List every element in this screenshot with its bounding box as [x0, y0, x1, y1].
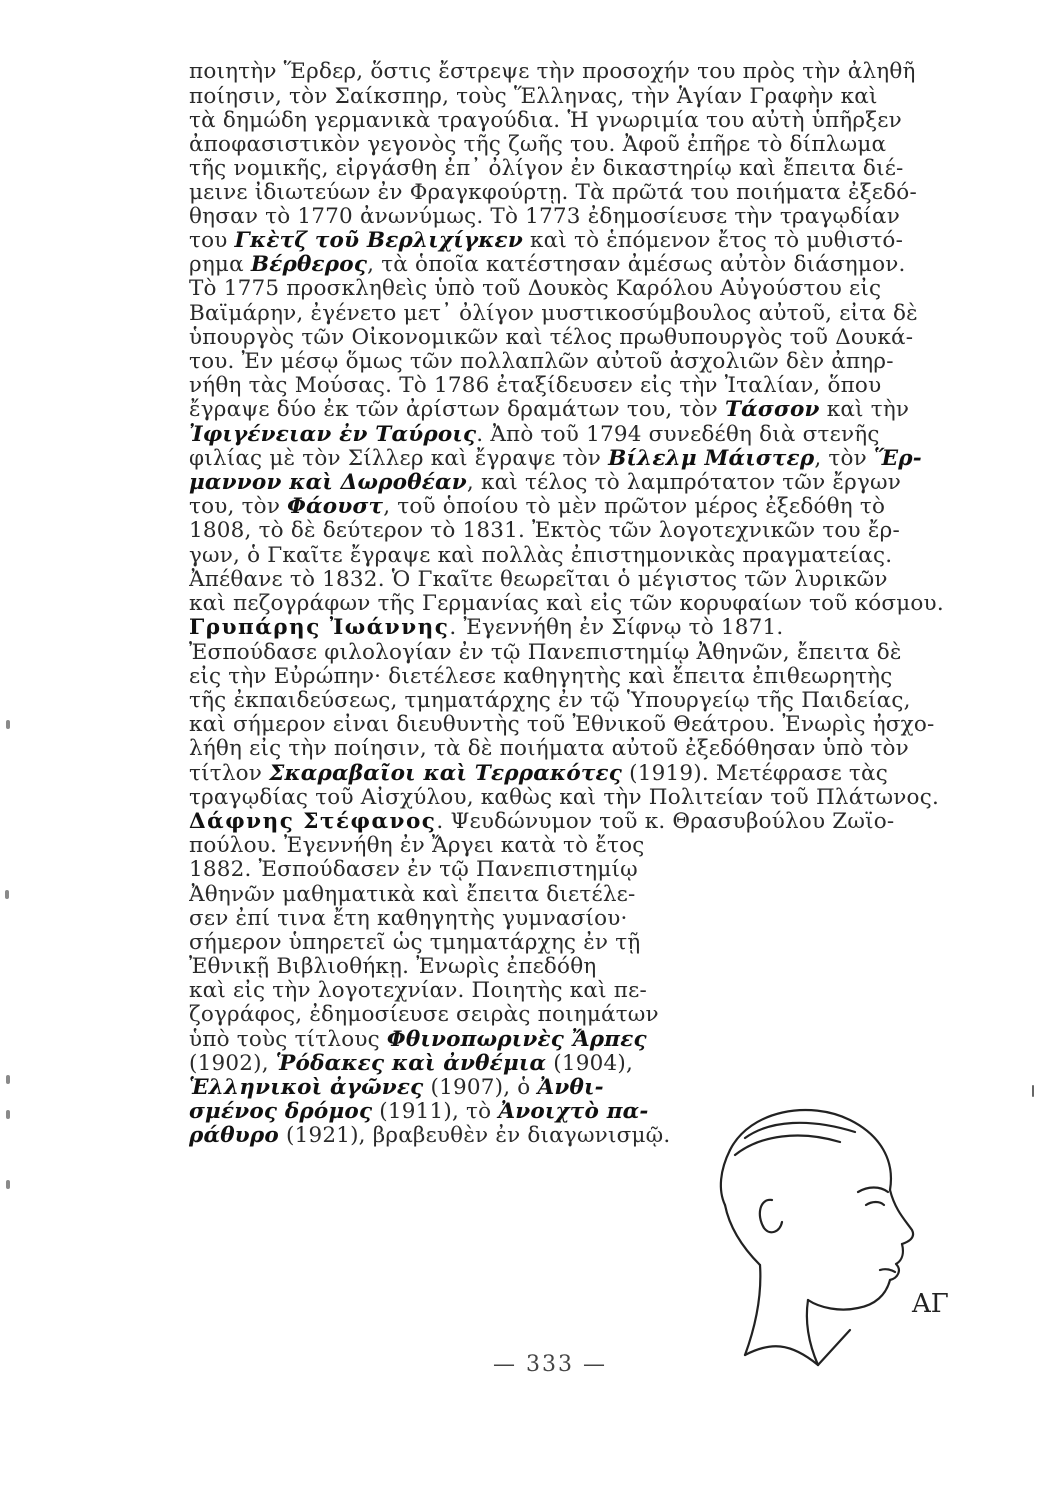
portrait-sketch [690, 1080, 960, 1370]
entry-heading: Γρυπάρης Ἰωάννης [189, 616, 450, 640]
text-run: , τὰ ὁποῖα κατέστησαν ἀμέσως αὐτὸν διάσημον. [367, 253, 906, 277]
text-line [189, 544, 961, 568]
text-run: ποιητὴν Ἕρδερ, ὅστις ἔστρεψε τὴν προσοχήν του πρὸς τὴν ἀληθῆ [189, 60, 916, 84]
work-title: Ἑλληνικοὶ ἀγῶνες [189, 1076, 424, 1100]
text-run: (1904), [546, 1052, 633, 1076]
text-run: ὑπουργὸς τῶν Οἰκονομικῶν καὶ τέλος πρωθυπουργὸς τοῦ Δουκά- [189, 326, 914, 350]
text-line [189, 205, 961, 229]
text-line [189, 1052, 687, 1076]
work-title: Φθινοπωρινὲς Ἄρπες [386, 1028, 647, 1052]
text-run: ζογράφος, ἐδημοσίευσε σειρὰς ποιημάτων [189, 1003, 659, 1027]
text-line [189, 641, 961, 665]
work-title: σμένος δρόμος [189, 1100, 373, 1124]
text-line [189, 85, 961, 109]
text-line [189, 786, 961, 810]
text-run: σήμερον ὑπηρετεῖ ὡς τμηματάρχης ἐν τῇ [189, 931, 641, 955]
text-line [189, 858, 687, 882]
text-line [189, 374, 961, 398]
text-line [189, 398, 961, 422]
work-title: Βέρθερος [250, 253, 368, 277]
text-run: τῆς ἐκπαιδεύσεως, τμηματάρχης ἐν τῷ Ὑπουργείῳ τῆς Παιδείας, [189, 689, 911, 713]
page-number: — 333 — [493, 1352, 607, 1377]
text-line [189, 157, 961, 181]
text-run: καὶ τὴν [819, 398, 910, 422]
artist-signature: ΑΓ [912, 1289, 949, 1319]
work-title: Ἀνθι- [537, 1076, 604, 1100]
work-title: Ἕρ- [873, 447, 922, 471]
text-line [189, 495, 961, 519]
work-title: Φάουστ [287, 495, 384, 519]
text-run: ἔγραψε δύο ἐκ τῶν ἀρίστων δραμάτων του, τὸν [189, 398, 725, 422]
text-line [189, 447, 961, 471]
text-run: νήθη τὰς Μούσας. Τὸ 1786 ἐταξίδευσεν εἰς τὴν Ἰταλίαν, ὅπου [189, 374, 882, 398]
text-run: φιλίας μὲ τὸν Σίλλερ καὶ ἔγραψε τὸν [189, 447, 609, 471]
text-line [189, 302, 961, 326]
text-line [189, 181, 961, 205]
text-line [189, 109, 961, 133]
text-run: μεινε ἰδιωτεύων ἐν Φραγκφούρτῃ. Τὰ πρῶτά του ποιήματα ἐξεδό- [189, 181, 917, 205]
entry-heading: Δάφνης Στέφανος [189, 810, 437, 834]
text-run: (1902), [189, 1052, 276, 1076]
text-run: γων, ὁ Γκαῖτε ἔγραψε καὶ πολλὰς ἐπιστημονικὰς πραγματείας. [189, 544, 893, 568]
text-run: σεν ἐπί τινα ἔτη καθηγητὴς γυμνασίου· [189, 907, 628, 931]
text-line [189, 1028, 687, 1052]
text-line [189, 229, 961, 253]
work-title: Τάσσον [724, 398, 820, 422]
text-run: 1882. Ἐσπούδασεν ἐν τῷ Πανεπιστημίῳ [189, 858, 638, 882]
text-line [189, 955, 687, 979]
text-line [189, 133, 961, 157]
text-line [189, 277, 961, 301]
text-run: καὶ εἰς τὴν λογοτεχνίαν. Ποιητὴς καὶ πε- [189, 979, 647, 1003]
text-line [189, 1003, 687, 1027]
text-run: . Ἀπὸ τοῦ 1794 συνεδέθη διὰ στενῆς [476, 423, 880, 447]
text-run: ρημα [189, 253, 251, 277]
text-line [189, 737, 961, 761]
text-run: του. Ἐν μέσῳ ὅμως τῶν πολλαπλῶν αὐτοῦ ἀσχολιῶν δὲν ἀπηρ- [189, 350, 894, 374]
text-line [189, 1076, 687, 1100]
work-title: Σκαραβαῖοι καὶ Τερρακότες [269, 762, 623, 786]
text-run: , καὶ τέλος τὸ λαμπρότατον τῶν ἔργων [466, 471, 902, 495]
text-run: πούλου. Ἐγεννήθη ἐν Ἄργει κατὰ τὸ ἔτος [189, 834, 645, 858]
text-run: εἰς τὴν Εὐρώπην· διετέλεσε καθηγητὴς καὶ ἔπειτα ἐπιθεωρητὴς [189, 665, 893, 689]
text-line [189, 519, 961, 543]
work-title: μαννον καὶ Δωροθέαν [189, 471, 467, 495]
text-run: λήθη εἰς τὴν ποίησιν, τὰ δὲ ποιήματα αὐτοῦ ἐξεδόθησαν ὑπὸ τὸν [189, 737, 909, 761]
text-line [189, 810, 961, 834]
text-run: (1907), ὁ [423, 1076, 538, 1100]
text-line [189, 568, 961, 592]
text-run: ποίησιν, τὸν Σαίκσπηρ, τοὺς Ἕλληνας, τὴν Ἁγίαν Γραφὴν καὶ [189, 85, 878, 109]
text-line [189, 616, 961, 640]
text-line [189, 762, 961, 786]
text-line [189, 689, 961, 713]
text-run: Τὸ 1775 προσκληθεὶς ὑπὸ τοῦ Δουκὸς Καρόλου Αὐγούστου εἰς [189, 277, 882, 301]
text-line [189, 253, 961, 277]
text-line [189, 1124, 687, 1148]
text-run: . Ψευδώνυμον τοῦ κ. Θρασυβούλου Ζωϊο- [436, 810, 895, 834]
text-run: τὰ δημώδη γερμανικὰ τραγούδια. Ἡ γνωριμία του αὐτὴ ὑπῆρξεν [189, 109, 902, 133]
text-line [189, 60, 961, 84]
text-line [189, 326, 961, 350]
text-run: του, τὸν [189, 495, 288, 519]
text-line [189, 834, 687, 858]
text-run: Ἐθνικῇ Βιβλιοθήκῃ. Ἐνωρὶς ἐπεδόθη [189, 955, 597, 979]
text-run: του [189, 229, 235, 253]
text-run: ἀποφασιστικὸν γεγονὸς τῆς ζωῆς του. Ἀφοῦ ἐπῆρε τὸ δίπλωμα [189, 133, 887, 157]
work-title: Ῥόδακες καὶ ἀνθέμια [275, 1052, 547, 1076]
text-line [189, 907, 687, 931]
text-run: Βαϊμάρην, ἐγένετο μετ᾽ ὀλίγον μυστικοσύμβουλος αὐτοῦ, εἶτα δὲ [189, 302, 918, 326]
text-run: (1919). Μετέφρασε τὰς [622, 762, 888, 786]
text-run: καὶ τὸ ἑπόμενον ἔτος τὸ μυθιστό- [522, 229, 904, 253]
work-title: Γκὲτζ τοῦ Βερλιχίγκεν [234, 229, 523, 253]
text-run: θησαν τὸ 1770 ἀνωνύμως. Τὸ 1773 ἐδημοσίευσε τὴν τραγῳδίαν [189, 205, 901, 229]
work-title: Βίλελμ Μάιστερ [608, 447, 815, 471]
text-line [189, 592, 961, 616]
text-run: (1911), τὸ [372, 1100, 499, 1124]
text-line [189, 931, 687, 955]
work-title: ράθυρο [189, 1124, 279, 1148]
text-run: , τὸν [814, 447, 874, 471]
text-line [189, 883, 687, 907]
text-run: Ἀπέθανε τὸ 1832. Ὁ Γκαῖτε θεωρεῖται ὁ μέγιστος τῶν λυρικῶν [189, 568, 888, 592]
portrait-drawing [690, 1080, 960, 1370]
text-run: Ἐσπούδασε φιλολογίαν ἐν τῷ Πανεπιστημίῳ Ἀθηνῶν, ἔπειτα δὲ [189, 641, 902, 665]
text-run: 1808, τὸ δὲ δεύτερον τὸ 1831. Ἐκτὸς τῶν λογοτεχνικῶν του ἔρ- [189, 519, 900, 543]
text-line [189, 471, 961, 495]
text-line [189, 713, 961, 737]
text-run: (1921), βραβευθὲν ἐν διαγωνισμῷ. [278, 1124, 671, 1148]
text-line [189, 1100, 687, 1124]
text-line [189, 665, 961, 689]
text-line [189, 979, 687, 1003]
text-line [189, 350, 961, 374]
text-run: τῆς νομικῆς, εἰργάσθη ἐπ᾽ ὀλίγον ἐν δικαστηρίῳ καὶ ἔπειτα διέ- [189, 157, 904, 181]
work-title: Ἰφιγένειαν ἐν Ταύροις [189, 423, 477, 447]
text-line [189, 423, 961, 447]
text-run: , τοῦ ὁποίου τὸ μὲν πρῶτον μέρος ἐξεδόθη τὸ [383, 495, 886, 519]
text-run: τίτλον [189, 762, 270, 786]
text-run: . Ἐγεννήθη ἐν Σίφνῳ τὸ 1871. [449, 616, 784, 640]
text-run: Ἀθηνῶν μαθηματικὰ καὶ ἔπειτα διετέλε- [189, 883, 636, 907]
work-title: Ἀνοιχτὸ πα- [498, 1100, 649, 1124]
text-run: καὶ πεζογράφων τῆς Γερμανίας καὶ εἰς τῶν κορυφαίων τοῦ κόσμου. [189, 592, 944, 616]
text-run: καὶ σήμερον εἶναι διευθυντὴς τοῦ Ἐθνικοῦ Θεάτρου. Ἐνωρὶς ἠσχο- [189, 713, 935, 737]
text-run: ὑπὸ τοὺς τίτλους [189, 1028, 387, 1052]
text-run: τραγῳδίας τοῦ Αἰσχύλου, καθὼς καὶ τὴν Πολιτείαν τοῦ Πλάτωνος. [189, 786, 939, 810]
